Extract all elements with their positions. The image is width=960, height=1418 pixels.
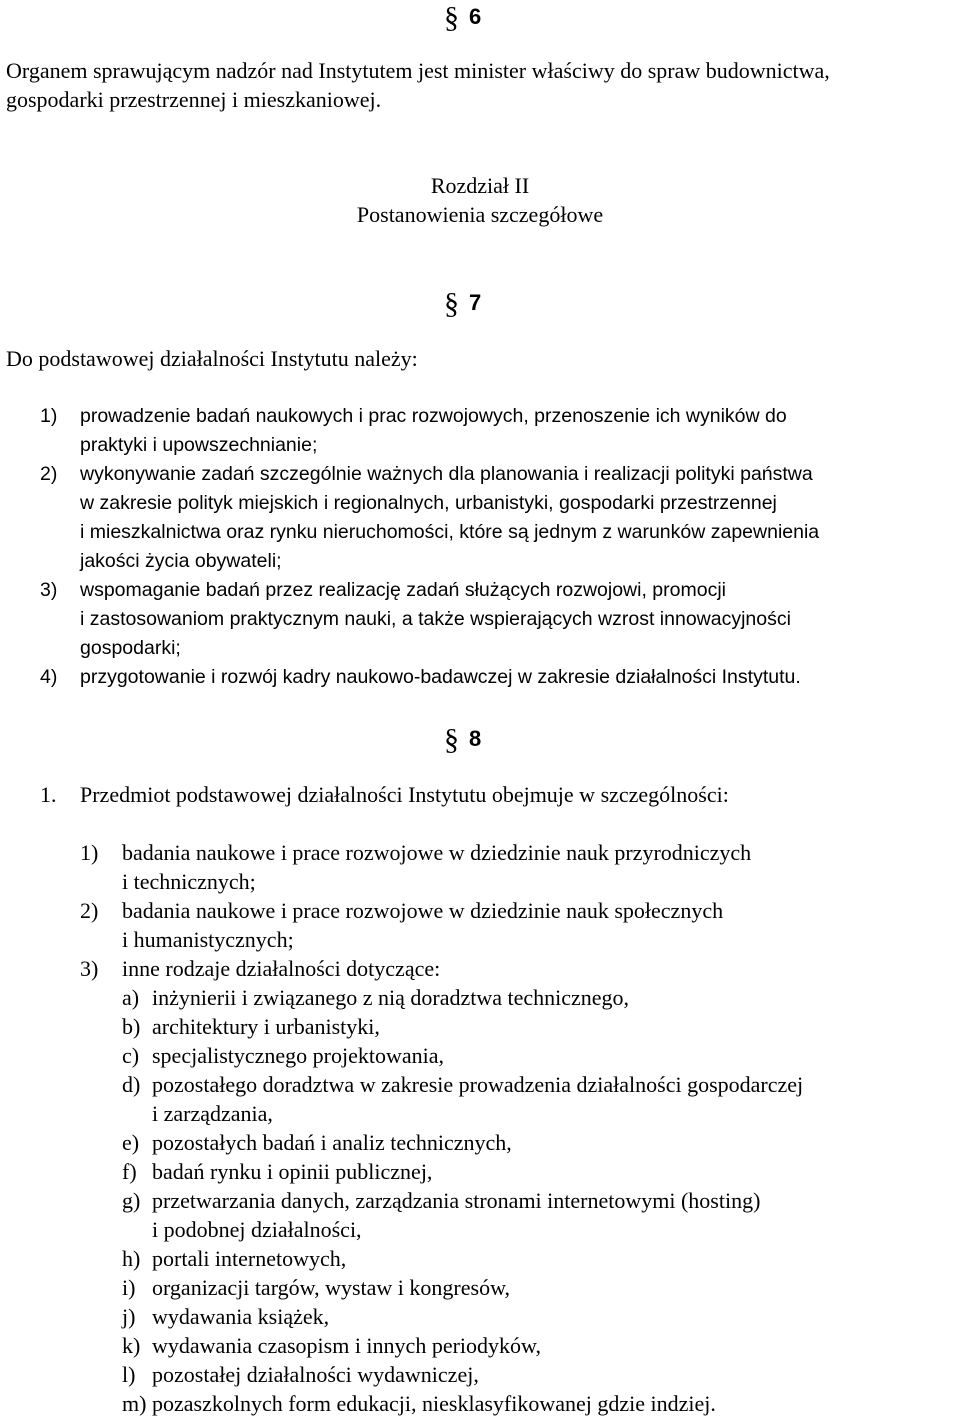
list-item-line: praktyki i upowszechnianie; [80, 434, 318, 456]
sub-item-letter: m) [122, 1391, 147, 1416]
sub-item-line: inżynierii i związanego z nią doradztwa technicznego, [152, 985, 630, 1010]
sub-item-line: organizacji targów, wystaw i kongresów, [152, 1275, 511, 1300]
paragraph-8-number: 1. [40, 782, 57, 807]
list-item-line: wykonywanie zadań szczególnie ważnych dla planowania i realizacji polityki państwa [80, 463, 813, 485]
sub-item-line: pozostałego doradztwa w zakresie prowadzenia działalności gospodarczej [152, 1072, 804, 1097]
sub-item-line: specjalistycznego projektowania, [152, 1043, 445, 1068]
list-item-number: 3) [80, 956, 99, 981]
sub-item-line: portali internetowych, [152, 1246, 347, 1271]
sub-item-line: architektury i urbanistyki, [152, 1014, 380, 1039]
section-heading-6 [444, 0, 482, 34]
sub-item-line: przetwarzania danych, zarządzania stronami internetowymi (hosting) [152, 1188, 761, 1213]
sub-item-line: wydawania książek, [152, 1304, 330, 1329]
section-number: 6 [469, 4, 482, 29]
list-item-line: w zakresie polityk miejskich i regionalnych, urbanistyki, gospodarki przestrzennej [80, 492, 777, 514]
list-item-line: wspomaganie badań przez realizację zadań służących rozwojowi, promocji [80, 579, 726, 601]
sub-item-letter: k) [122, 1333, 141, 1358]
paragraph-8-intro: Przedmiot podstawowej działalności Instytutu obejmuje w szczególności: [80, 782, 729, 807]
section-number: 7 [469, 290, 482, 315]
sub-item-line: i zarządzania, [152, 1101, 273, 1126]
list-item-line: badania naukowe i prace rozwojowe w dziedzinie nauk przyrodniczych [122, 840, 752, 865]
list-item-number: 1) [80, 840, 99, 865]
section-sign: § [444, 723, 459, 756]
section-sign: § [444, 1, 459, 34]
sub-item-line: pozostałych badań i analiz technicznych, [152, 1130, 512, 1155]
list-item-number: 1) [40, 405, 58, 427]
list-item-number: 3) [40, 579, 58, 601]
list-item-line: i zastosowaniom praktycznym nauki, a także wspierających wzrost innowacyjności [80, 608, 791, 630]
sub-item-letter: c) [122, 1043, 140, 1068]
list-item-line: prowadzenie badań naukowych i prac rozwojowych, przenoszenie ich wyników do [80, 405, 787, 427]
sub-item-letter: g) [122, 1188, 141, 1213]
chapter-subtitle: Postanowienia szczegółowe [356, 202, 604, 227]
chapter-title: Rozdział II [430, 173, 530, 198]
section-heading-7 [444, 286, 482, 320]
list-item-line: przygotowanie i rozwój kadry naukowo-badawczej w zakresie działalności Instytutu. [80, 666, 801, 688]
sub-item-letter: b) [122, 1014, 141, 1039]
list-item-number: 2) [40, 463, 58, 485]
sub-item-letter: i) [122, 1275, 136, 1300]
paragraph-6-line-2: gospodarki przestrzennej i mieszkaniowej. [6, 87, 382, 112]
sub-item-letter: e) [122, 1130, 140, 1155]
sub-item-line: pozostałej działalności wydawniczej, [152, 1362, 479, 1387]
list-item-line: i mieszkalnictwa oraz rynku nieruchomości, które są jednym z warunków zapewnienia [80, 521, 820, 543]
list-item-number: 2) [80, 898, 99, 923]
list-item-number: 4) [40, 666, 58, 688]
list-item-line: gospodarki; [80, 637, 181, 659]
list-item-line: inne rodzaje działalności dotyczące: [122, 956, 441, 981]
sub-item-letter: h) [122, 1246, 141, 1271]
sub-item-line: pozaszkolnych form edukacji, niesklasyfikowanej gdzie indziej. [152, 1391, 716, 1416]
list-item-line: i technicznych; [122, 869, 256, 894]
list-item-line: i humanistycznych; [122, 927, 294, 952]
sub-item-line: badań rynku i opinii publicznej, [152, 1159, 433, 1184]
sub-item-letter: f) [122, 1159, 137, 1184]
section-sign: § [444, 287, 459, 320]
sub-item-letter: a) [122, 985, 140, 1010]
paragraph-7-intro: Do podstawowej działalności Instytutu należy: [6, 346, 418, 371]
sub-item-letter: d) [122, 1072, 141, 1097]
paragraph-6-line-1: Organem sprawującym nadzór nad Instytutem jest minister właściwy do spraw budownictwa, [6, 58, 830, 83]
list-item-line: badania naukowe i prace rozwojowe w dziedzinie nauk społecznych [122, 898, 724, 923]
sub-item-letter: j) [122, 1304, 136, 1329]
list-item-line: jakości życia obywateli; [80, 550, 282, 572]
sub-item-line: wydawania czasopism i innych periodyków, [152, 1333, 541, 1358]
sub-item-letter: l) [122, 1362, 136, 1387]
section-number: 8 [469, 726, 482, 751]
sub-item-line: i podobnej działalności, [152, 1217, 362, 1242]
section-heading-8 [444, 722, 482, 756]
